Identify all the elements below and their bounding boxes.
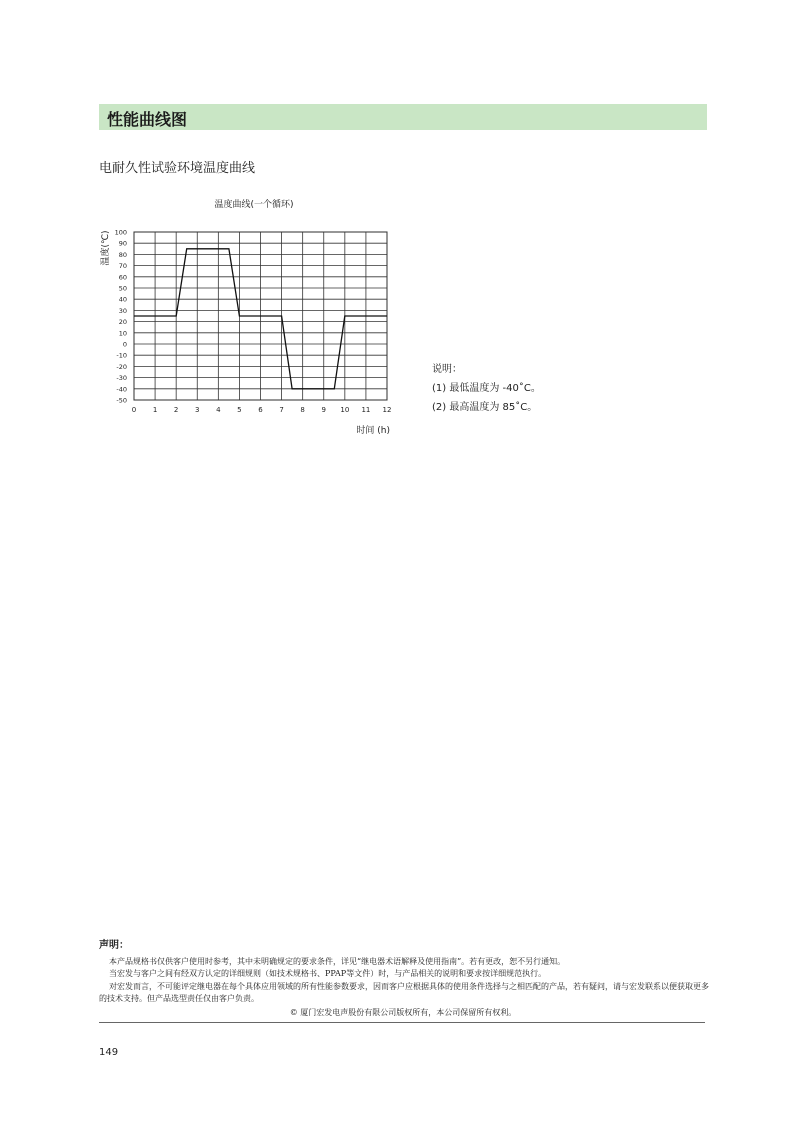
disclaimer-line: 对宏发而言，不可能评定继电器在每个具体应用领域的所有性能参数要求，因而客户应根据具体的使用条件选择与之相匹配的产品，若有疑问，请与宏发联系以便获取更多的技术支持。但产品选型责任仅由客户负责。	[99, 981, 709, 1003]
y-tick-label: -20	[116, 362, 127, 371]
x-tick-label: 4	[216, 406, 221, 414]
note-item: (2) 最高温度为 85˚C。	[432, 402, 538, 413]
page-number: 149	[99, 1047, 119, 1058]
x-tick-label: 6	[258, 406, 263, 414]
x-axis-label: 时间 (h)	[356, 426, 390, 436]
notes-title: 说明：	[432, 364, 462, 375]
x-tick-label: 12	[382, 406, 392, 414]
copyright-notice: © 厦门宏发电声股份有限公司版权所有，本公司保留所有权利。	[289, 1008, 517, 1017]
disclaimer-line: 当宏发与客户之间有经双方认定的详细规则（如技术规格书、PPAP等文件）时，与产品相关的说明和要求按详细规范执行。	[109, 969, 547, 978]
y-tick-label: -50	[116, 396, 127, 405]
y-tick-label: 80	[118, 250, 127, 259]
y-tick-label: 10	[118, 329, 127, 338]
disclaimer-block	[99, 940, 709, 1006]
y-tick-label: 50	[118, 284, 127, 293]
x-tick-label: 1	[152, 406, 158, 414]
y-tick-label: -30	[116, 374, 127, 383]
y-tick-label: 90	[118, 239, 127, 248]
x-tick-labels	[132, 406, 392, 414]
y-tick-label: 60	[118, 273, 127, 282]
chart-title: 温度曲线(一个循环)	[214, 200, 294, 210]
temperature-cycle-chart	[95, 190, 405, 440]
footer-divider	[99, 1022, 705, 1023]
x-tick-label: 11	[361, 406, 371, 414]
disclaimer-heading: 声明：	[99, 940, 129, 951]
x-tick-label: 0	[131, 406, 137, 414]
x-tick-label: 7	[279, 406, 284, 414]
section-header-bar	[99, 104, 707, 130]
y-tick-label: 40	[118, 295, 127, 304]
y-tick-label: -10	[116, 351, 127, 360]
x-tick-label: 10	[340, 406, 350, 414]
x-tick-label: 8	[300, 406, 305, 414]
y-tick-label: 100	[114, 228, 127, 237]
x-tick-label: 9	[321, 406, 326, 414]
subtitle: 电耐久性试验环境温度曲线	[99, 161, 256, 176]
y-tick-labels	[115, 229, 127, 405]
y-tick-label: -40	[116, 385, 127, 394]
x-tick-label: 5	[237, 406, 242, 414]
disclaimer-line: 本产品规格书仅供客户使用时参考，其中未明确规定的要求条件，详见“继电器术语解释及使用指南”。若有更改，恕不另行通知。	[109, 956, 566, 966]
notes-block	[432, 360, 541, 417]
y-tick-label: 20	[118, 318, 127, 327]
section-title: 性能曲线图	[107, 110, 188, 129]
y-tick-label: 70	[118, 262, 127, 271]
x-tick-label: 3	[195, 406, 200, 414]
x-tick-label: 2	[173, 406, 179, 414]
note-item: (1) 最低温度为 -40˚C。	[432, 383, 541, 394]
y-tick-label: 0	[122, 340, 127, 349]
y-tick-label: 30	[118, 306, 127, 315]
y-axis-label: 温度(℃)	[101, 230, 111, 266]
